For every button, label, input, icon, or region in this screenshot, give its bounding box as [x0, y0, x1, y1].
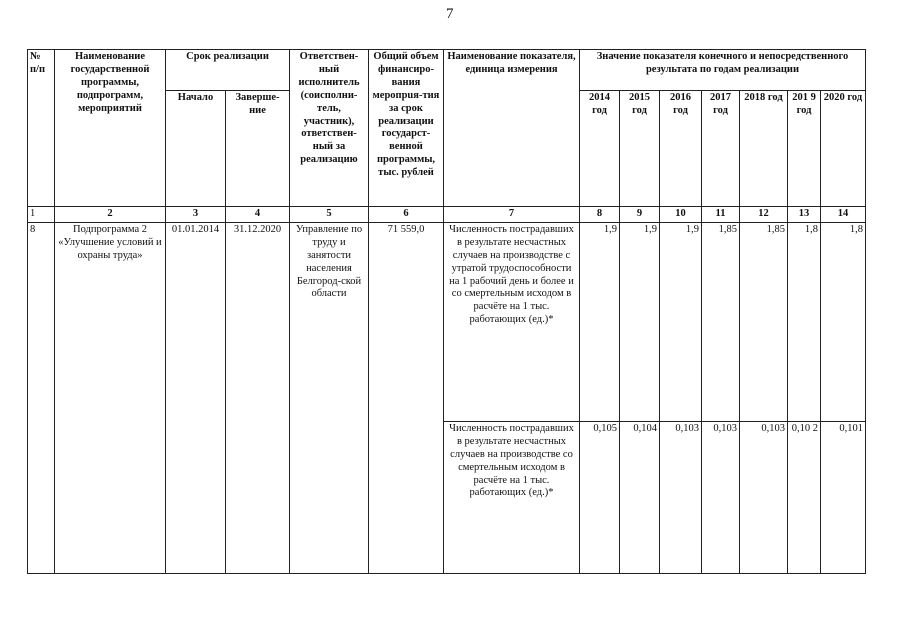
column-number-row: [28, 207, 866, 223]
row-number: 8: [28, 222, 55, 573]
header-col-term: Срок реализации: [166, 50, 290, 91]
col-number: 10: [660, 207, 702, 223]
col-number: 2: [55, 207, 166, 223]
end-date: 31.12.2020: [226, 222, 290, 573]
indicator-value: 0,103: [660, 421, 702, 573]
col-number: 4: [226, 207, 290, 223]
year-2015: 2015 год: [620, 91, 660, 207]
indicator-value: 1,8: [788, 222, 821, 421]
indicator-value: 1,9: [620, 222, 660, 421]
indicator-value: 1,85: [740, 222, 788, 421]
indicator-value: 0,105: [580, 421, 620, 573]
col-number: 12: [740, 207, 788, 223]
indicator-value: 0,103: [740, 421, 788, 573]
header-col-end: Заверше-ние: [226, 91, 290, 207]
indicator-value: 1,9: [660, 222, 702, 421]
indicator-name: Численность пострадавших в результате несчастных случаев на производстве с утратой трудоспособности на 1 рабочий день и более и со смертельным исходом в расчёте на 1 тыс. работающих (ед.)*: [444, 222, 580, 421]
header-col-values: Значение показателя конечного и непосредственного результата по годам реализации: [580, 50, 866, 91]
indicator-value: 1,9: [580, 222, 620, 421]
col-number: 13: [788, 207, 821, 223]
col-number: 8: [580, 207, 620, 223]
year-2016: 2016 год: [660, 91, 702, 207]
year-2020: 2020 год: [821, 91, 866, 207]
year-2017: 2017 год: [702, 91, 740, 207]
col-number: 9: [620, 207, 660, 223]
header-col-indicator: Наименование показателя, единица измерения: [444, 50, 580, 207]
start-date: 01.01.2014: [166, 222, 226, 573]
table-row: [28, 222, 866, 421]
program-table: [27, 49, 866, 574]
year-2019: 201 9 год: [788, 91, 821, 207]
responsible-executor: Управление по труду и занятости населения Белгород-ской области: [290, 222, 369, 573]
header-row-1: [28, 50, 866, 91]
col-number: 1: [28, 207, 55, 223]
header-col-no: № п/п: [28, 50, 55, 207]
indicator-value: 1,8: [821, 222, 866, 421]
indicator-value: 1,85: [702, 222, 740, 421]
indicator-value: 0,104: [620, 421, 660, 573]
indicator-value: 0,103: [702, 421, 740, 573]
indicator-name: Численность пострадавших в результате несчастных случаев на производстве со смертельным исходом в расчёте на 1 тыс. работающих (ед.)*: [444, 421, 580, 573]
indicator-value: 0,101: [821, 421, 866, 573]
header-col-finance: Общий объем финансиро-вания меропрuя-тия за срок реализации государст-венной программы, тыс. рублей: [369, 50, 444, 207]
col-number: 14: [821, 207, 866, 223]
col-number: 6: [369, 207, 444, 223]
col-number: 7: [444, 207, 580, 223]
subprogram-name: Подпрограмма 2 «Улучшение условий и охраны труда»: [55, 222, 166, 573]
col-number: 3: [166, 207, 226, 223]
page-number: 7: [446, 6, 454, 22]
col-number: 5: [290, 207, 369, 223]
indicator-value: 0,10 2: [788, 421, 821, 573]
header-col-name: Наименование государственной программы, подпрограмм, мероприятий: [55, 50, 166, 207]
year-2014: 2014 год: [580, 91, 620, 207]
year-2018: 2018 год: [740, 91, 788, 207]
header-col-responsible: Ответствен-ный исполнитель (соисполни-тель, участник), ответствен-ный за реализацию: [290, 50, 369, 207]
col-number: 11: [702, 207, 740, 223]
header-col-start: Начало: [166, 91, 226, 207]
finance-volume: 71 559,0: [369, 222, 444, 573]
